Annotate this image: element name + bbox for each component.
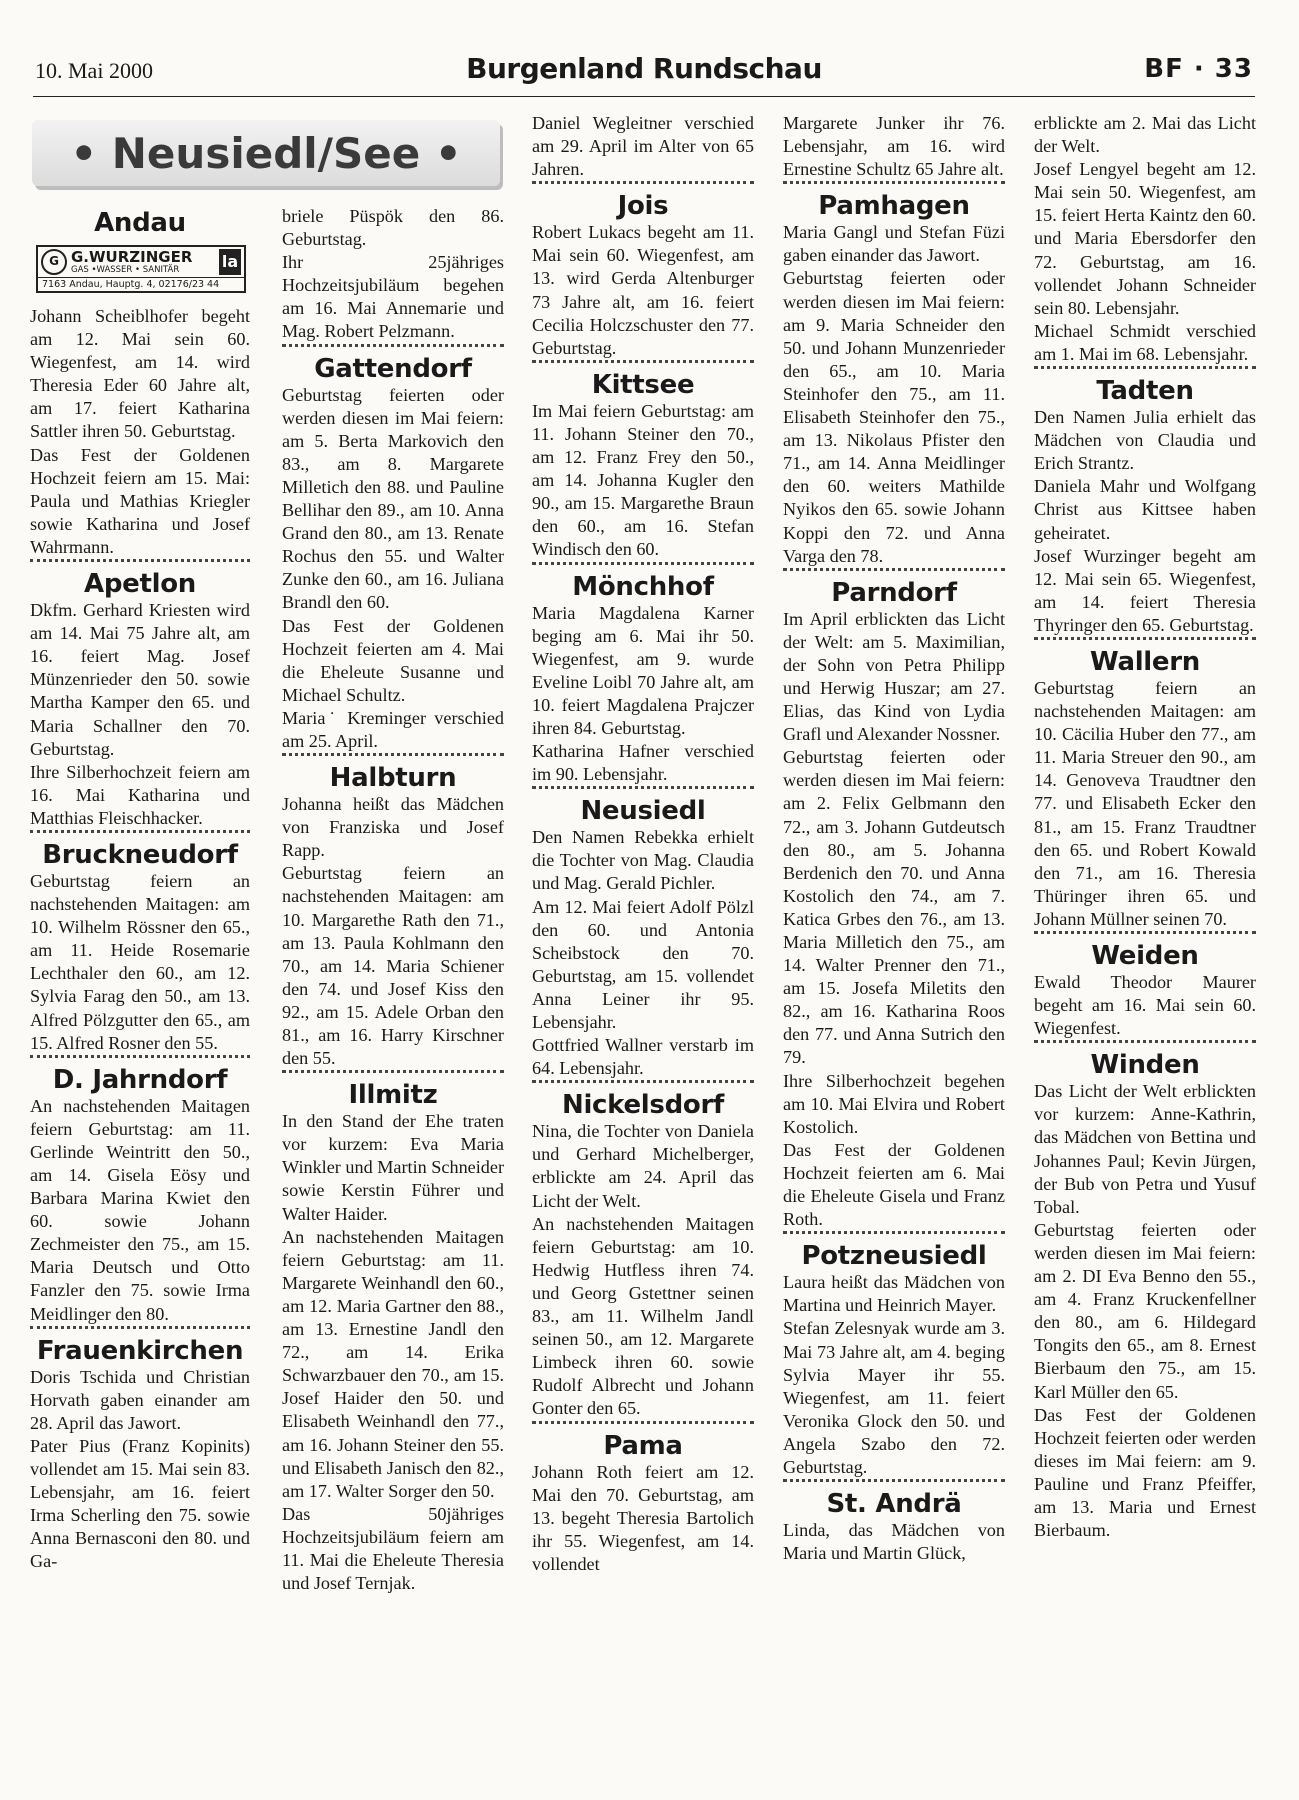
section-heading: Jois bbox=[532, 181, 754, 220]
article-paragraph: Margarete Junker ihr 76. Lebensjahr, am 16. wird Ernestine Schultz 65 Jahre alt. bbox=[783, 113, 1005, 180]
article-paragraph: Das Fest der Goldenen Hochzeit feierten oder werden dieses im Mai feiern: am 9. Pauline und Franz Pfeiffer, am 13. Maria und Ernest Bierbaum. bbox=[1034, 1404, 1256, 1541]
column-4 bbox=[783, 112, 1005, 1565]
section-heading: Andau bbox=[94, 208, 186, 238]
section-heading: Halbturn bbox=[282, 753, 504, 792]
section-heading: Winden bbox=[1034, 1040, 1256, 1079]
article-paragraph: Das 50jähriges Hochzeitsjubiläum feiern am 11. Mai die Eheleute Theresia und Josef Ternjak. bbox=[282, 1503, 504, 1594]
section-heading: Pama bbox=[532, 1421, 754, 1460]
article-paragraph: briele Püspök den 86. Geburtstag. bbox=[282, 206, 504, 250]
article-paragraph: Robert Lukacs begeht am 11. Mai sein 60. Wiegenfest, am 13. wird Gerda Altenburger 73 Jahre alt, am 16. feiert Cecilia Holczschuster den 77. Geburtstag. bbox=[532, 222, 754, 358]
page-header bbox=[33, 50, 1255, 97]
column-2 bbox=[282, 205, 504, 1595]
section-heading: Kittsee bbox=[532, 360, 754, 399]
article-paragraph: Stefan Zelesnyak wurde am 3. Mai 73 Jahre alt, am 4. beging Sylvia Mayer ihr 55. Wiegenfest, am 11. feiert Veronika Glock den 50. und Angela Szabo den 72. Geburtstag. bbox=[783, 1318, 1005, 1477]
article-paragraph: Michael Schmidt verschied am 1. Mai im 68. Lebensjahr. bbox=[1034, 320, 1256, 364]
article-paragraph: Maria˙ Kreminger verschied am 25. April. bbox=[282, 707, 504, 751]
article-paragraph: Ihre Silberhochzeit feiern am 16. Mai Katharina und Matthias Fleischhacker. bbox=[30, 761, 250, 828]
article-paragraph: Das Fest der Goldenen Hochzeit feierten am 4. Mai die Eheleute Susanne und Michael Schultz. bbox=[282, 615, 504, 705]
section-heading: Gattendorf bbox=[282, 344, 504, 383]
article-paragraph: Geburtstag feierten oder werden diesen im Mai feiern: am 9. Maria Schneider den 50. und Johann Munzenrieder den 65., am 10. Maria Steinhofer den 75., am 11. Elisabeth Steinhofer den 75., am 13. Nikolaus Pfister den 71., am 14. Anna Meidlinger den 60. weiters Mathilde Nyikos den 65. sowie Johann Koppi den 72. und Anna Varga den 78. bbox=[783, 268, 1005, 566]
article-paragraph: Das Fest der Goldenen Hochzeit feierten am 6. Mai die Eheleute Gisela und Franz Roth. bbox=[783, 1139, 1005, 1230]
section-heading: Apetlon bbox=[30, 559, 250, 598]
article-paragraph: An nachstehenden Maitagen feiern Geburtstag: am 10. Hedwig Hutfless ihren 74. und Georg Gstettner seinen 83., am 11. Wilhelm Jandl seinen 50., am 12. Margarete Limbeck ihren 60. sowie Rudolf Albrecht und Johann Gonter den 65. bbox=[532, 1213, 754, 1419]
article-paragraph: Josef Lengyel begeht am 12. Mai sein 50. Wiegenfest, am 15. feiert Herta Kaintz den 60. und Maria Ebersdorfer den 72. Geburtstag, am 16. vollendet Johann Schneider sein 80. Lebensjahr. bbox=[1034, 159, 1256, 318]
article-paragraph: Johanna heißt das Mädchen von Franziska und Josef Rapp. bbox=[282, 794, 504, 861]
section-heading: Pamhagen bbox=[783, 181, 1005, 220]
section-heading: Nickelsdorf bbox=[532, 1080, 754, 1119]
article-paragraph: Geburtstag feiern an nachstehenden Maitagen: am 10. Margarethe Rath den 71., am 13. Paula Kohlmann den 70., am 14. Maria Schiener den 74. und Josef Kiss den 92., am 15. Adele Orban den 81., am 16. Harry Kirschner den 55. bbox=[282, 863, 504, 1069]
article-paragraph: Geburtstag feierten oder werden diesen im Mai feiern: am 5. Berta Markovich den 83., am 8. Margarete Milletich den 88. und Pauline Bellihar den 89., am 10. Anna Grand den 80., am 13. Renate Rochus den 55. und Walter Zunke den 60., am 16. Juliana Brandl den 60. bbox=[282, 384, 504, 613]
column-1 bbox=[30, 205, 250, 1574]
article-paragraph: Doris Tschida und Christian Horvath gaben einander am 28. April das Jawort. bbox=[30, 1366, 250, 1433]
article-paragraph: Pater Pius (Franz Kopinits) vollendet am 15. Mai sein 83. Lebensjahr, am 16. feiert Irma Scherling den 75. sowie Anna Bernasconi den 80. und Ga- bbox=[30, 1435, 250, 1572]
section-heading: Weiden bbox=[1034, 931, 1256, 970]
article-paragraph: Ewald Theodor Maurer begeht am 16. Mai sein 60. Wiegenfest. bbox=[1034, 972, 1256, 1039]
issue-date: 10. Mai 2000 bbox=[35, 58, 153, 83]
article-paragraph: Geburtstag feiern an nachstehenden Maitagen: am 10. Cäcilia Huber den 77., am 11. Maria Streuer den 90., am 14. Genoveva Traudtner den 77. und Elisabeth Ecker den 81., am 15. Franz Traudtner den 65. und Robert Kowald den 71., am 16. Theresia Thüringer ihren 65. und Johann Müllner seinen 70. bbox=[1034, 677, 1256, 929]
advertisement bbox=[36, 245, 246, 293]
section-heading: Neusiedl bbox=[532, 786, 754, 825]
ad-address: 7163 Andau, Hauptg. 4, 02176/23 44 bbox=[38, 277, 244, 291]
article-paragraph: Daniel Wegleitner verschied am 29. April im Alter von 65 Jahren. bbox=[532, 113, 754, 180]
article-paragraph: Ihr 25jähriges Hochzeitsjubiläum begehen am 16. Mai Annemarie und Mag. Robert Pelzmann. bbox=[282, 252, 504, 342]
article-paragraph: Den Namen Julia erhielt das Mädchen von Claudia und Erich Strantz. bbox=[1034, 407, 1256, 474]
section-heading: Mönchhof bbox=[532, 562, 754, 601]
article-paragraph: Katharina Hafner verschied im 90. Lebensjahr. bbox=[532, 741, 754, 785]
article-paragraph: In den Stand der Ehe traten vor kurzem: Eva Maria Winkler und Martin Schneider sowie Kerstin Führer und Walter Haider. bbox=[282, 1111, 505, 1224]
article-paragraph: Den Namen Rebekka erhielt die Tochter von Mag. Claudia und Mag. Gerald Pichler. bbox=[532, 827, 754, 894]
section-heading: Potzneusiedl bbox=[783, 1231, 1005, 1270]
company-logo-icon: G bbox=[41, 249, 67, 275]
region-banner bbox=[32, 120, 500, 186]
page-number: BF · 33 bbox=[1144, 54, 1253, 84]
article-paragraph: Im Mai feiern Geburtstag: am 11. Johann Steiner den 70., am 12. Franz Frey den 50., am 14. Johanna Kugler den 90., am 15. Margarethe Braun den 60., am 16. Stefan Windisch den 60. bbox=[532, 400, 754, 560]
column-3 bbox=[532, 112, 754, 1576]
article-paragraph: Dkfm. Gerhard Kriesten wird am 14. Mai 75 Jahre alt, am 16. feiert Mag. Josef Münzenrieder den 50. sowie Martha Kamper den 65. und Maria Schallner den 70. Geburtstag. bbox=[30, 600, 250, 759]
section-heading: Bruckneudorf bbox=[30, 830, 250, 869]
article-paragraph: An nachstehenden Maitagen feiern Geburtstag: am 11. Gerlinde Weintritt den 50., am 14. Gisela Eösy und Barbara Marina Kwiet den 60. sowie Johann Zechmeister den 75., am 15. Maria Deutsch und Otto Fanzler den 75. sowie Irma Meidlinger den 80. bbox=[30, 1095, 250, 1324]
section-heading: Parndorf bbox=[783, 568, 1005, 607]
article-paragraph: Das Licht der Welt erblickten vor kurzem: Anne-Kathrin, das Mädchen von Bettina und Johannes Paul; Kevin Jürgen, der Bub von Petra und Yusuf Tobal. bbox=[1034, 1081, 1256, 1217]
section-heading: D. Jahrndorf bbox=[30, 1055, 250, 1094]
ad-services: GAS •WASSER • SANITÄR bbox=[71, 264, 180, 275]
section-heading: St. Andrä bbox=[783, 1479, 1005, 1518]
article-paragraph: Nina, die Tochter von Daniela und Gerhard Michelberger, erblickte am 24. April das Licht der Welt. bbox=[532, 1121, 754, 1211]
article-paragraph: Johann Roth feiert am 12. Mai den 70. Geburtstag, am 13. begeht Theresia Bartolich ihr 55. Wiegenfest, am 14. vollendet bbox=[532, 1461, 754, 1574]
article-paragraph: Johann Scheiblhofer begeht am 12. Mai sein 60. Wiegenfest, am 14. wird Theresia Eder 60 Jahre alt, am 17. feiert Katharina Sattler ihren 50. Geburtstag. bbox=[30, 306, 250, 442]
article-paragraph: Geburtstag feiern an nachstehenden Maitagen: am 10. Wilhelm Rössner den 65., am 11. Heide Rosemarie Lechthaler den 60., am 12. Sylvia Farag den 50., am 13. Alfred Pölzgutter den 65., am 15. Alfred Rosner den 55. bbox=[30, 870, 250, 1053]
article-paragraph: Im April erblickten das Licht der Welt: am 5. Maximilian, der Sohn von Petra Philipp und Herwig Huszar; am 27. Elias, das Kind von Lydia Grafl und Alexander Nossner. bbox=[783, 608, 1005, 745]
region-banner-title: • Neusiedl/See • bbox=[70, 128, 462, 178]
article-paragraph: Gottfried Wallner verstarb im 64. Lebensjahr. bbox=[532, 1035, 754, 1079]
section-heading: Illmitz bbox=[282, 1070, 504, 1109]
section-heading: Tadten bbox=[1034, 366, 1256, 405]
article-paragraph: Josef Wurzinger begeht am 12. Mai sein 65. Wiegenfest, am 14. feiert Theresia Thyringer den 65. Geburtstag. bbox=[1034, 545, 1256, 635]
article-paragraph: Linda, das Mädchen von Maria und Martin Glück, bbox=[783, 1520, 1005, 1564]
newspaper-title: Burgenland Rundschau bbox=[466, 52, 822, 85]
column-5 bbox=[1034, 112, 1256, 1542]
section-heading: Frauenkirchen bbox=[30, 1326, 250, 1365]
article-paragraph: Am 12. Mai feiert Adolf Pölzl den 60. und Antonia Scheibstock den 70. Geburtstag, am 15. vollendet Anna Leiner ihr 95. Lebensjahr. bbox=[532, 896, 754, 1032]
article-paragraph: Daniela Mahr und Wolfgang Christ aus Kittsee haben geheiratet. bbox=[1034, 476, 1256, 543]
ad-badge: la bbox=[219, 249, 241, 275]
article-paragraph: erblickte am 2. Mai das Licht der Welt. bbox=[1034, 113, 1256, 157]
article-paragraph: Geburtstag feierten oder werden diesen im Mai feiern: am 2. DI Eva Benno den 55., am 4. Franz Kruckenfellner den 80., am 6. Hildegard Tongits den 65., am 8. Ernest Bierbaum den 75., am 15. Karl Müller den 65. bbox=[1034, 1219, 1256, 1402]
article-paragraph: Geburtstag feierten oder werden diesen im Mai feiern: am 2. Felix Gelbmann den 72., am 3. Johann Gutdeutsch den 80., am 5. Johanna Berdenich den 70. und Anna Kostolich den 74., am 7. Katica Grbes den 76., am 13. Maria Milletich den 75., am 14. Walter Prenner den 71., am 15. Josefa Miletits den 82., am 16. Katharina Roos den 77. und Anna Sutrich den 79. bbox=[783, 747, 1005, 1068]
article-paragraph: Maria Gangl und Stefan Füzi gaben einander das Jawort. bbox=[783, 222, 1005, 266]
article-paragraph: Ihre Silberhochzeit begehen am 10. Mai Elvira und Robert Kostolich. bbox=[783, 1070, 1005, 1137]
article-paragraph: Das Fest der Goldenen Hochzeit feiern am 15. Mai: Paula und Mathias Kriegler sowie Katharina und Josef Wahrmann. bbox=[30, 444, 250, 557]
article-paragraph: An nachstehenden Maitagen feiern Geburtstag: am 11. Margarete Weinhandl den 60., am 12. Maria Gartner den 88., am 13. Ernestine Jandl den 72., am 14. Erika Schwarzbauer den 70., am 15. Josef Haider den 50. und Elisabeth Weinhandl den 77., am 16. Johann Steiner den 55. und Elisabeth Janisch den 82., am 17. Walter Sorger den 50. bbox=[282, 1226, 504, 1501]
section-heading: Wallern bbox=[1034, 637, 1256, 676]
article-paragraph: Laura heißt das Mädchen von Martina und Heinrich Mayer. bbox=[783, 1272, 1005, 1316]
ad-company-name: G.WURZINGER bbox=[71, 247, 193, 266]
article-paragraph: Maria Magdalena Karner beging am 6. Mai ihr 50. Wiegenfest, am 9. wurde Eveline Loibl 70 Jahre alt, am 10. feiert Magdalena Prajczer ihren 84. Geburtstag. bbox=[532, 602, 754, 738]
